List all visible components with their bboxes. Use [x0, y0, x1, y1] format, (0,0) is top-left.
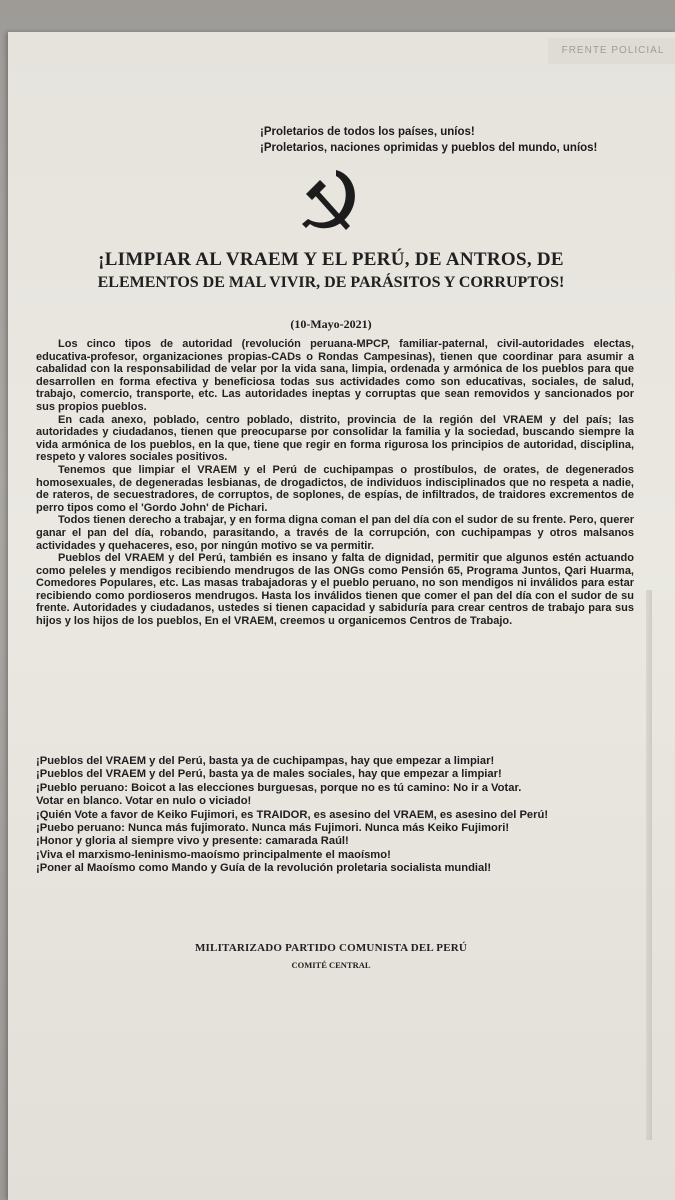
- paragraph: Los cinco tipos de autoridad (revolución peruana-MPCP, familiar-paternal, civil-autoridades electas, educativa-profesor, organizaciones propias-CADs o Rondas Campesinas), tienen que coordinar para asumir a cabalidad con la responsabilidad de velar por la vida sana, limpia, ordenada y armónica de los pueblos para que desarrollen en forma efectiva y beneficiosa todas sus actividades como son educativas, sociales, de salud, trabajo, comercio, transporte, etc. Las autoridades ineptas y corruptas que sean removidos y sancionados por sus propios pueblos.: [36, 338, 634, 413]
- signature-committee: COMITÉ CENTRAL: [291, 960, 371, 970]
- document-date: (10-Mayo-2021): [290, 317, 372, 331]
- paper-sheet: [8, 32, 675, 1200]
- slogan-line: ¡Proletarios de todos los países, uníos!: [260, 126, 475, 138]
- slogan-item: Votar en blanco. Votar en nulo o viciado!: [36, 795, 252, 808]
- slogan-line: ¡Proletarios, naciones oprimidas y pueblos del mundo, uníos!: [260, 142, 598, 154]
- stamp-text: FRENTE POLICIAL: [548, 38, 675, 64]
- signature: [20, 942, 642, 970]
- slogan-item: ¡Pueblo peruano: Boicot a las elecciones burguesas, porque no es tú camino: No ir a Votar.: [36, 781, 522, 794]
- slogan-item: ¡Poner al Maoísmo como Mando y Guía de la revolución proletaria socialista mundial!: [36, 862, 492, 875]
- paragraph: En cada anexo, poblado, centro poblado, distrito, provincia de la región del VRAEM y del país; las autoridades y ciudadanos, tienen que preocuparse por consolidar la familia y la sociedad, buscando siempre la vida armónica de los pueblos, en la que, tiene que regir en forma rigurosa los principios de autoridad, disciplina, respeto y valores sociales positivos.: [36, 413, 634, 464]
- slogan-item: ¡Puebo peruano: Nunca más fujimorato. Nunca más Fujimori. Nunca más Keiko Fujimori!: [36, 822, 510, 835]
- slogan-list: [36, 755, 636, 876]
- paper-fold: [646, 590, 652, 1140]
- document-body: [36, 338, 634, 628]
- slogan-item: ¡Pueblos del VRAEM y del Perú, basta ya de cuchipampas, hay que empezar a limpiar!: [36, 755, 495, 767]
- slogan-item: ¡Viva el marxismo-leninismo-maoísmo principalmente el maoísmo!: [36, 848, 391, 861]
- slogan-item: ¡Quién Vote a favor de Keiko Fujimori, es TRAIDOR, es asesino del VRAEM, es asesino del Perú!: [36, 808, 549, 821]
- slogan-item: ¡Honor y gloria al siempre vivo y presente: camarada Raúl!: [36, 835, 349, 848]
- title-line-2: ELEMENTOS DE MAL VIVIR, DE PARÁSITOS Y CORRUPTOS!: [97, 274, 565, 291]
- document-content: [20, 90, 642, 1080]
- slogans: [260, 124, 640, 156]
- signature-party: MILITARIZADO PARTIDO COMUNISTA DEL PERÚ: [194, 942, 468, 954]
- paragraph: Tenemos que limpiar el VRAEM y el Perú de cuchipampas o prostíbulos, de orates, de degenerados homosexuales, de degeneradas lesbianas, de drogadictos, de individuos indisciplinados que no respeta a nadie, de rateros, de secuestradores, de corruptos, de soplones, de espías, de infiltrados, de traidores excrementos de perro tipos como el 'Gordo John' de Pichari.: [36, 463, 634, 514]
- document-title: [20, 248, 642, 294]
- hammer-sickle-icon: [298, 162, 368, 242]
- paragraph: Todos tienen derecho a trabajar, y en forma digna coman el pan del día con el sudor de su frente. Pero, querer ganar el pan del día, robando, parasitando, a través de la corrupción, con cuchipampas y otros malsanos actividades y quehaceres, eso, por ningún motivo se va permitir.: [36, 514, 634, 552]
- title-line-1: ¡LIMPIAR AL VRAEM Y EL PERÚ, DE ANTROS, DE: [98, 249, 564, 270]
- slogan-item: ¡Pueblos del VRAEM y del Perú, basta ya de males sociales, hay que empezar a limpiar!: [36, 768, 502, 781]
- paragraph: Pueblos del VRAEM y del Perú, también es insano y falta de dignidad, permitir que algunos estén actuando como peleles y mendigos recibiendo mendrugos de las ONGs como Pensión 65, Programa Juntos, Qari Huarma, Comedores Populares, etc. Las masas trabajadoras y el pueblo peruano, no son mendigos ni inválidos para estar recibiendo como pordioseros mendrugos. Hasta los inválidos tienen que comer el pan del día con el sudor de su frente. Autoridades y ciudadanos, ustedes si tienen capacidad y sabiduría para crear centros de trabajo para sus hijos y los hijos de los pueblos, En el VRAEM, creemos u organicemos Centros de Trabajo.: [36, 552, 634, 628]
